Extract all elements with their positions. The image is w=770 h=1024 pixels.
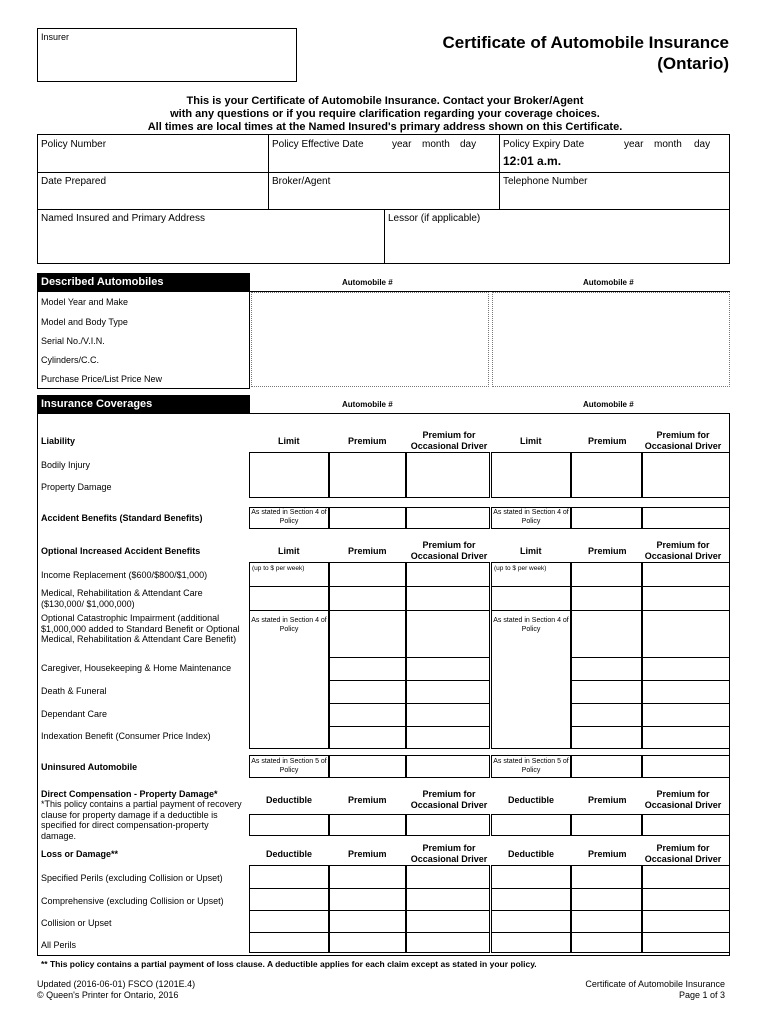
opt-section4-1: As stated in Section 4 of Policy <box>251 617 327 633</box>
exp-month: month <box>654 139 682 150</box>
comprehensive-label: Comprehensive (excluding Collision or Upset) <box>41 896 224 906</box>
loss-premium-2[interactable] <box>571 865 642 953</box>
dc-deductible-header-2: Deductible <box>508 795 555 805</box>
loss-occ-1[interactable] <box>406 865 490 953</box>
auto-row-body-type: Model and Body Type <box>41 317 128 327</box>
uninsured-label: Uninsured Automobile <box>41 762 138 772</box>
accident-benefits-label: Accident Benefits (Standard Benefits) <box>41 513 203 523</box>
intro-line-1: This is your Certificate of Automobile Insurance. Contact your Broker/Agent <box>186 95 584 107</box>
auto-row-price: Purchase Price/List Price New <box>41 374 163 384</box>
medical-label: Medical, Rehabilitation & Attendant Care ($130,000/ $1,000,000) <box>41 588 203 609</box>
exp-day: day <box>694 139 711 150</box>
ua-section5-2: As stated in Section 5 of Policy <box>493 758 569 774</box>
insurance-coverages-heading: Insurance Coverages <box>37 395 250 413</box>
footer-form-name: Certificate of Automobile Insurance <box>585 979 725 989</box>
loss-premium-header: Premium <box>348 849 387 859</box>
liability-premium-2[interactable] <box>571 452 642 498</box>
occ-header-2: Premium for Occasional Driver <box>644 430 722 451</box>
lessor-label[interactable]: Lessor (if applicable) <box>388 213 481 224</box>
loss-deductible-header-2: Deductible <box>508 849 555 859</box>
cov-auto-col-2: Automobile # <box>583 400 634 409</box>
dc-deductible-header: Deductible <box>266 795 313 805</box>
expiry-date-label[interactable]: Policy Expiry Date <box>503 139 585 150</box>
premium-header: Premium <box>348 436 387 446</box>
dc-deductible-2[interactable] <box>491 814 571 836</box>
caregiver-label: Caregiver, Housekeeping & Home Maintenance <box>41 663 232 673</box>
loss-premium-1[interactable] <box>329 865 406 953</box>
opt-limit-1[interactable] <box>249 562 329 749</box>
dc-premium-1[interactable] <box>329 814 406 836</box>
liability-limit-1[interactable] <box>249 452 329 498</box>
opt-premium-header-2: Premium <box>588 546 627 556</box>
loss-footnote: ** This policy contains a partial payment of loss clause. A deductible applies for each claim except as stated in your policy. <box>41 959 537 969</box>
auto-1-details[interactable] <box>251 292 489 387</box>
exp-year: year <box>624 139 644 150</box>
specified-label: Specified Perils (excluding Collision or Upset) <box>41 873 223 883</box>
liability-label: Liability <box>41 436 76 446</box>
premium-header-2: Premium <box>588 436 627 446</box>
loss-occ-2[interactable] <box>642 865 730 953</box>
ab-premium-1[interactable] <box>329 507 406 529</box>
eff-year: year <box>392 139 412 150</box>
opt-limit-header-2: Limit <box>520 546 542 556</box>
collision-label: Collision or Upset <box>41 918 112 928</box>
opt-occ-1[interactable] <box>406 562 490 749</box>
limit-header: Limit <box>278 436 300 446</box>
income-limit-1: (up to $ per week) <box>252 565 305 572</box>
auto-row-model-year: Model Year and Make <box>41 297 129 307</box>
page-subtitle: (Ontario) <box>657 54 729 73</box>
dc-occ-header: Premium for Occasional Driver <box>410 789 488 810</box>
footer-page: Page 1 of 3 <box>678 990 725 1000</box>
footer-copyright: © Queen's Printer for Ontario, 2016 <box>37 990 179 1000</box>
ua-occ-2[interactable] <box>642 755 730 778</box>
date-prepared-label[interactable]: Date Prepared <box>41 176 107 187</box>
broker-label[interactable]: Broker/Agent <box>272 176 331 187</box>
expiry-time: 12:01 a.m. <box>503 154 562 168</box>
liability-occ-1[interactable] <box>406 452 490 498</box>
auto-row-vin: Serial No./V.I.N. <box>41 336 105 346</box>
opt-premium-2[interactable] <box>571 562 642 749</box>
all-perils-label: All Perils <box>41 940 77 950</box>
dc-occ-header-2: Premium for Occasional Driver <box>644 789 722 810</box>
dc-occ-2[interactable] <box>642 814 730 836</box>
ua-section5-1: As stated in Section 5 of Policy <box>251 758 327 774</box>
bodily-injury-label: Bodily Injury <box>41 460 91 470</box>
loss-occ-header: Premium for Occasional Driver <box>410 843 488 864</box>
auto-col-1: Automobile # <box>342 278 393 287</box>
loss-label: Loss or Damage** <box>41 849 119 859</box>
auto-col-2: Automobile # <box>583 278 634 287</box>
intro-line-3: All times are local times at the Named Insured's primary address shown on this Certificate. <box>147 121 623 133</box>
opt-occ-header: Premium for Occasional Driver <box>410 540 488 561</box>
named-insured-label[interactable]: Named Insured and Primary Address <box>41 213 205 224</box>
ab-occ-1[interactable] <box>406 507 490 529</box>
loss-premium-header-2: Premium <box>588 849 627 859</box>
liability-limit-2[interactable] <box>491 452 571 498</box>
ab-occ-2[interactable] <box>642 507 730 529</box>
optional-ab-label: Optional Increased Accident Benefits <box>41 546 201 556</box>
effective-date-label[interactable]: Policy Effective Date <box>272 139 364 150</box>
policy-number-label[interactable]: Policy Number <box>41 139 107 150</box>
footer-updated: Updated (2016-06-01) FSCO (1201E.4) <box>37 979 196 989</box>
opt-limit-header: Limit <box>278 546 300 556</box>
dc-premium-header: Premium <box>348 795 387 805</box>
catastrophic-label: Optional Catastrophic Impairment (additional $1,000,000 added to Standard Benefit or Optional Medical, Rehabilitation & Attendant Care Benefit) <box>41 613 240 644</box>
liability-premium-1[interactable] <box>329 452 406 498</box>
opt-premium-1[interactable] <box>329 562 406 749</box>
telephone-label[interactable]: Telephone Number <box>503 176 588 187</box>
eff-month: month <box>422 139 450 150</box>
auto-2-details[interactable] <box>492 292 730 387</box>
income-label: Income Replacement ($600/$800/$1,000) <box>41 570 208 580</box>
ab-section4-1: As stated in Section 4 of Policy <box>251 509 327 525</box>
opt-limit-2[interactable] <box>491 562 571 749</box>
cov-auto-col-1: Automobile # <box>342 400 393 409</box>
liability-occ-2[interactable] <box>642 452 730 498</box>
dependant-label: Dependant Care <box>41 709 108 719</box>
ab-premium-2[interactable] <box>571 507 642 529</box>
dc-deductible-1[interactable] <box>249 814 329 836</box>
occ-header: Premium for Occasional Driver <box>410 430 488 451</box>
dc-title: Direct Compensation - Property Damage* <box>41 789 218 799</box>
limit-header-2: Limit <box>520 436 542 446</box>
opt-occ-header-2: Premium for Occasional Driver <box>644 540 722 561</box>
insurer-label: Insurer <box>41 32 70 42</box>
eff-day: day <box>460 139 477 150</box>
ua-premium-1[interactable] <box>329 755 406 778</box>
insurer-box[interactable] <box>37 28 297 82</box>
described-automobiles-heading: Described Automobiles <box>37 273 250 291</box>
ua-occ-1[interactable] <box>406 755 490 778</box>
income-limit-2: (up to $ per week) <box>494 565 547 572</box>
loss-deductible-header: Deductible <box>266 849 313 859</box>
opt-section4-2: As stated in Section 4 of Policy <box>493 617 569 633</box>
dc-occ-1[interactable] <box>406 814 490 836</box>
opt-occ-2[interactable] <box>642 562 730 749</box>
death-label: Death & Funeral <box>41 686 107 696</box>
dc-premium-2[interactable] <box>571 814 642 836</box>
opt-premium-header: Premium <box>348 546 387 556</box>
loss-deductible-1[interactable] <box>249 865 329 953</box>
auto-row-cylinders: Cylinders/C.C. <box>41 355 100 365</box>
ua-premium-2[interactable] <box>571 755 642 778</box>
intro-line-2: with any questions or if you require clarification regarding your coverage choices. <box>170 108 600 120</box>
dc-premium-header-2: Premium <box>588 795 627 805</box>
dc-note: *This policy contains a partial payment of recovery clause for property damage if a deductible is specified for direct compensation-property damage. <box>41 799 242 841</box>
loss-deductible-2[interactable] <box>491 865 571 953</box>
property-damage-label: Property Damage <box>41 482 112 492</box>
page-title: Certificate of Automobile Insurance <box>442 33 729 52</box>
indexation-label: Indexation Benefit (Consumer Price Index) <box>41 731 211 741</box>
ab-section4-2: As stated in Section 4 of Policy <box>493 509 569 525</box>
loss-occ-header-2: Premium for Occasional Driver <box>644 843 722 864</box>
